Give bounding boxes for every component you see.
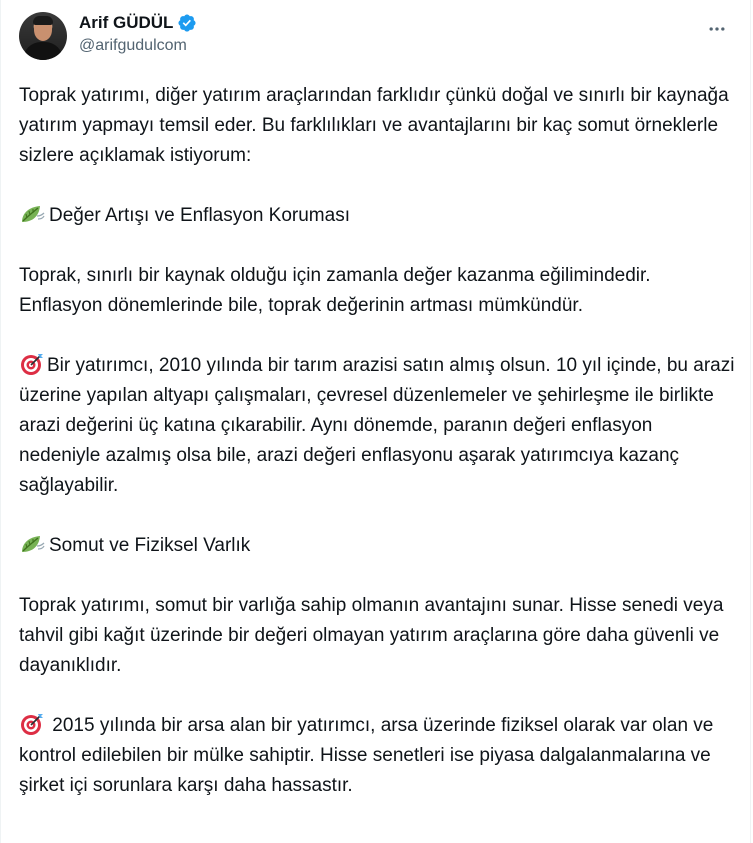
leaf-fluttering-in-wind-emoji (19, 532, 45, 556)
tweet-intro: Toprak yatırımı, diğer yatırım araçlarından farklıdır çünkü doğal ve sınırlı bir kaynağa yatırım yapmayı temsil eder. Bu farklılıkları ve avantajlarını bir kaç somut örneklerle sizlere açıklamak istiyorum: (19, 85, 734, 166)
example-1-text: Bir yatırımcı, 2010 yılında bir tarım arazisi satın almış olsun. 10 yıl içinde, bu arazi üzerine yapılan altyapı çalışmaları, çevresel düzenlemeler ve şehirleşme ile birlikte arazi değerini üç katına çıkarabilir. Aynı dönemde, paranın değeri enflasyon nedeniyle azalmış olsa bile, arazi değeri enflasyonu aşarak yatırımcıya kazanç sağlayabilir. (19, 355, 740, 496)
author-avatar[interactable] (19, 12, 67, 60)
section-heading-2 (19, 531, 735, 561)
author-names (79, 12, 197, 57)
paragraph-gap (19, 231, 735, 261)
example-1 (19, 351, 740, 501)
example-2 (19, 711, 735, 801)
author-display-name[interactable]: Arif GÜDÜL (79, 13, 174, 32)
paragraph-gap (19, 681, 735, 711)
tweet-text (19, 81, 740, 801)
paragraph-gap (19, 321, 735, 351)
author-handle[interactable]: @arifgudulcom (79, 37, 187, 54)
direct-hit-dart-emoji (19, 352, 45, 376)
direct-hit-dart-emoji (19, 712, 45, 736)
verified-badge-icon (177, 13, 197, 33)
avatar-hair (33, 16, 53, 25)
example-2-text: 2015 yılında bir arsa alan bir yatırımcı, arsa üzerinde fiziksel olarak var olan ve kontrol edilebilen bir mülke sahiptir. Hisse senetleri ise piyasa dalgalanmalarına ve şirket içi sorunlara karşı daha hassastır. (19, 715, 719, 796)
section-1-text: Toprak, sınırlı bir kaynak olduğu için zamanla değer kazanma eğilimindedir. Enflasyon dönemlerinde bile, toprak değerinin artması mümkündür. (19, 265, 656, 316)
section-2-text: Toprak yatırımı, somut bir varlığa sahip olmanın avantajını sunar. Hisse senedi veya tahvil gibi kağıt üzerinde bir değeri olmayan yatırım araçlarına göre daha güvenli ve dayanıklıdır. (19, 595, 729, 676)
section-heading-2-text: Somut ve Fiziksel Varlık (49, 535, 251, 556)
more-options-icon (707, 19, 727, 39)
section-heading-1 (19, 201, 735, 231)
paragraph-gap (19, 561, 735, 591)
leaf-fluttering-in-wind-emoji (19, 202, 45, 226)
author-display-name-row[interactable] (79, 12, 197, 34)
avatar-body (23, 42, 63, 60)
tweet-header (17, 10, 734, 66)
section-heading-1-text: Değer Artışı ve Enflasyon Koruması (49, 205, 350, 226)
paragraph-gap (19, 501, 735, 531)
paragraph-gap (19, 171, 735, 201)
more-options-button[interactable] (700, 12, 734, 46)
